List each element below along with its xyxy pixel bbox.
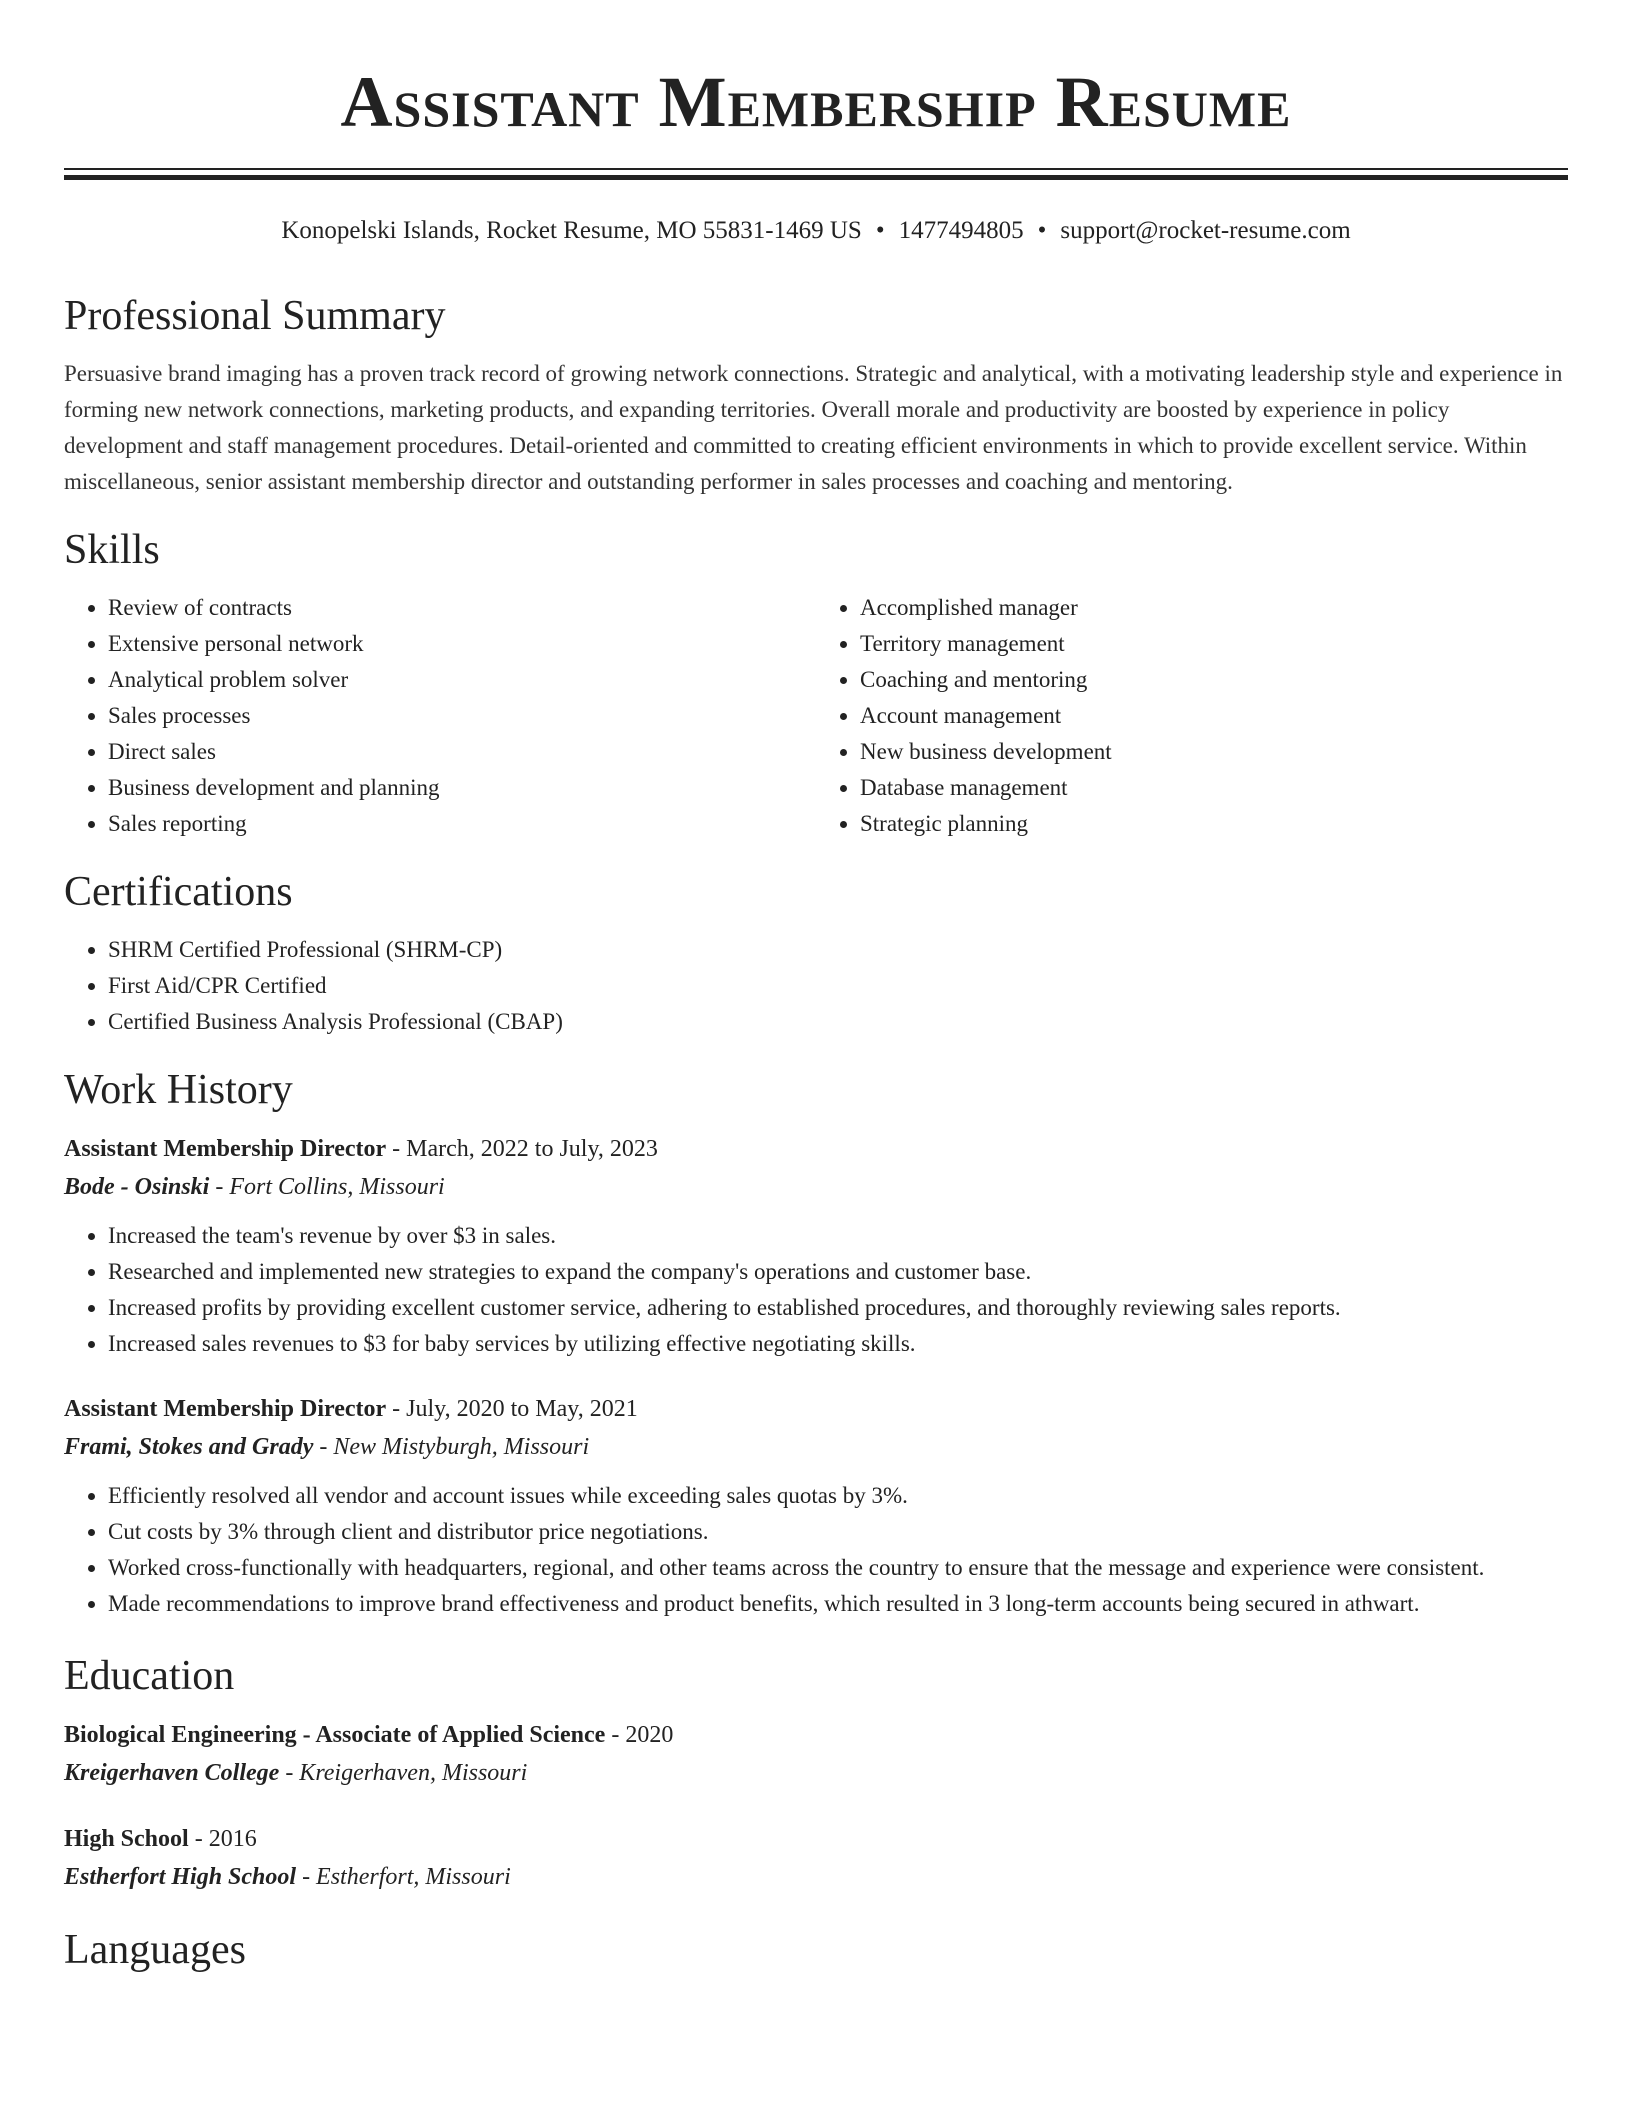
- title-rule-thick: [64, 175, 1568, 180]
- contact-phone: 1477494805: [898, 217, 1024, 244]
- summary-heading: Professional Summary: [64, 293, 446, 339]
- job-dates: - July, 2020 to May, 2021: [386, 1396, 638, 1422]
- degree-name: Biological Engineering - Associate of Applied Science: [64, 1722, 606, 1748]
- employer-line: [64, 1428, 1568, 1466]
- contact-email: support@rocket-resume.com: [1060, 217, 1351, 244]
- job-bullets: [64, 1218, 1568, 1362]
- summary-text: Persuasive brand imaging has a proven track record of growing network connections. Strategic and analytical, with a motivating leadership style and experience in forming new network connections, marketing products, and expanding territories. Overall morale and productivity are boosted by experience in policy development and staff management procedures. Detail-oriented and committed to creating efficient environments in which to provide excellent service. Within miscellaneous, senior assistant membership director and outstanding performer in sales processes and coaching and mentoring.: [64, 361, 1563, 494]
- skill-item: • Strategic planning: [860, 806, 1568, 842]
- education-heading: Education: [64, 1653, 235, 1699]
- skill-item: • New business development: [860, 734, 1568, 770]
- skill-item: • Sales processes: [108, 698, 816, 734]
- skill-item: • Analytical problem solver: [108, 662, 816, 698]
- degree-year: - 2016: [188, 1826, 257, 1852]
- skills-list-left: [64, 590, 816, 842]
- job-bullet: • Worked cross-functionally with headquarters, regional, and other teams across the country to ensure that the message and experience were consistent.: [108, 1550, 1568, 1586]
- skill-item: • Coaching and mentoring: [860, 662, 1568, 698]
- skills-section: [64, 524, 1568, 842]
- job-bullets: [64, 1478, 1568, 1622]
- certifications-heading: Certifications: [64, 869, 293, 915]
- skills-heading: Skills: [64, 527, 160, 573]
- skills-columns: [64, 590, 1568, 842]
- job-dates: - March, 2022 to July, 2023: [386, 1136, 658, 1162]
- contact-separator: •: [1037, 217, 1047, 244]
- languages-section: [64, 1924, 1568, 1976]
- skill-item: • Business development and planning: [108, 770, 816, 806]
- employer-line: [64, 1168, 1568, 1206]
- resume-body: [64, 290, 1568, 2000]
- skill-item: • Direct sales: [108, 734, 816, 770]
- job-bullet: • Increased profits by providing excellent customer service, adhering to established procedures, and thoroughly reviewing sales reports.: [108, 1290, 1568, 1326]
- education-section: [64, 1650, 1568, 1896]
- skill-item: • Sales reporting: [108, 806, 816, 842]
- contact-line: [0, 214, 1632, 248]
- job-title-line: [64, 1390, 1568, 1428]
- employer-location: - Fort Collins, Missouri: [209, 1174, 445, 1200]
- skill-item: • Extensive personal network: [108, 626, 816, 662]
- certifications-section: [64, 866, 1568, 1040]
- job-bullet: • Made recommendations to improve brand effectiveness and product benefits, which resulted in 3 long-term accounts being secured in athwart.: [108, 1586, 1568, 1622]
- job-entry: [64, 1130, 1568, 1362]
- skill-item: • Accomplished manager: [860, 590, 1568, 626]
- degree-name: High School: [64, 1826, 189, 1852]
- job-bullet: • Researched and implemented new strategies to expand the company's operations and customer base.: [108, 1254, 1568, 1290]
- job-title-line: [64, 1130, 1568, 1168]
- school-name: Estherfort High School: [64, 1864, 297, 1890]
- school-line: [64, 1754, 1568, 1792]
- job-bullet: • Efficiently resolved all vendor and account issues while exceeding sales quotas by 3%.: [108, 1478, 1568, 1514]
- education-entry: [64, 1820, 1568, 1896]
- skills-list-right: [816, 590, 1568, 842]
- school-name: Kreigerhaven College: [64, 1760, 280, 1786]
- skill-item: • Account management: [860, 698, 1568, 734]
- certifications-list: [64, 932, 1568, 1040]
- school-location: - Estherfort, Missouri: [296, 1864, 511, 1890]
- skill-item: • Review of contracts: [108, 590, 816, 626]
- degree-year: - 2020: [605, 1722, 674, 1748]
- employer-location: - New Mistyburgh, Missouri: [313, 1434, 590, 1460]
- certification-item: • Certified Business Analysis Professional (CBAP): [108, 1004, 1568, 1040]
- employer-name: Bode - Osinski: [64, 1174, 210, 1200]
- employer-name: Frami, Stokes and Grady: [64, 1434, 314, 1460]
- skill-item: • Territory management: [860, 626, 1568, 662]
- job-bullet: • Increased sales revenues to $3 for baby services by utilizing effective negotiating skills.: [108, 1326, 1568, 1362]
- certification-item: • First Aid/CPR Certified: [108, 968, 1568, 1004]
- contact-address: Konopelski Islands, Rocket Resume, MO 55831-1469 US: [281, 217, 862, 244]
- job-title: Assistant Membership Director: [64, 1396, 387, 1422]
- degree-line: [64, 1716, 1568, 1754]
- job-title: Assistant Membership Director: [64, 1136, 387, 1162]
- job-entry: [64, 1390, 1568, 1622]
- job-bullet: • Increased the team's revenue by over $3 in sales.: [108, 1218, 1568, 1254]
- job-bullet: • Cut costs by 3% through client and distributor price negotiations.: [108, 1514, 1568, 1550]
- school-line: [64, 1858, 1568, 1896]
- work-history-section: [64, 1064, 1568, 1622]
- resume-title: Assistant Membership Resume: [340, 62, 1292, 142]
- school-location: - Kreigerhaven, Missouri: [279, 1760, 528, 1786]
- title-rule-thin: [64, 168, 1568, 170]
- summary-section: [64, 290, 1568, 500]
- degree-line: [64, 1820, 1568, 1858]
- education-entry: [64, 1716, 1568, 1792]
- contact-separator: •: [875, 217, 885, 244]
- skill-item: • Database management: [860, 770, 1568, 806]
- languages-heading: Languages: [64, 1927, 246, 1973]
- certification-item: • SHRM Certified Professional (SHRM-CP): [108, 932, 1568, 968]
- work-history-heading: Work History: [64, 1067, 293, 1113]
